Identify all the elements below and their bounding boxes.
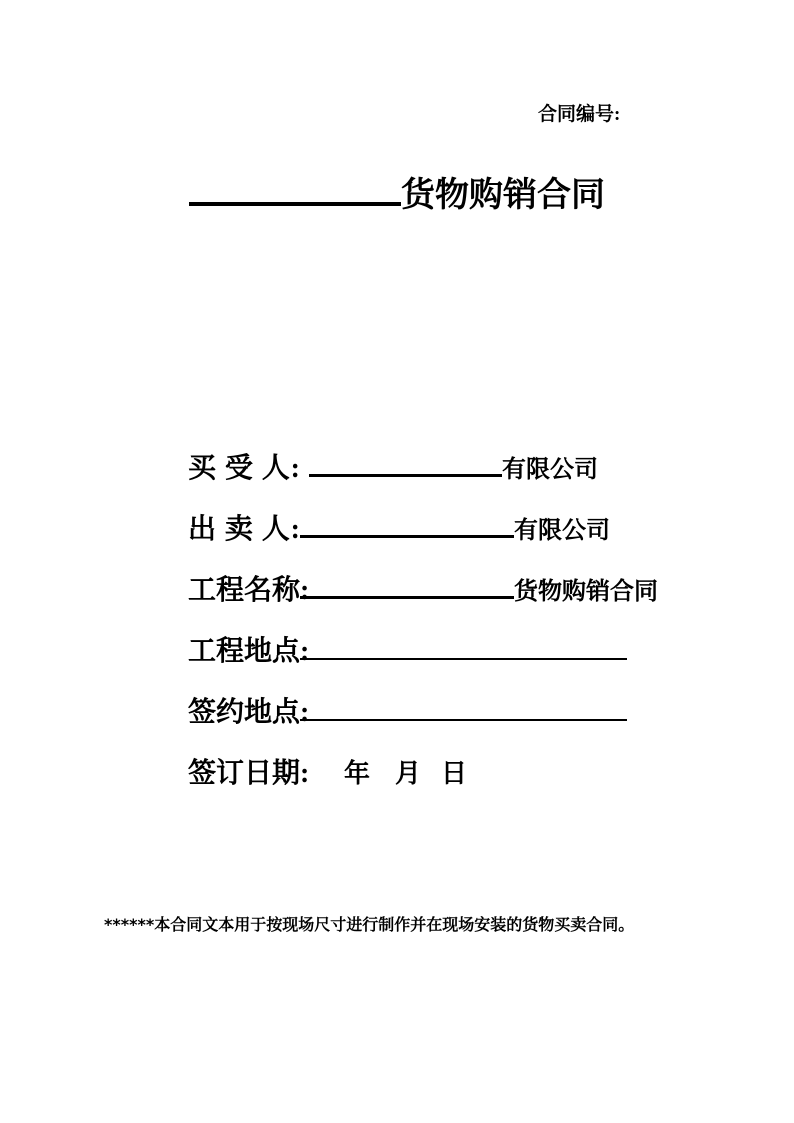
- footnote-text: ******本合同文本用于按现场尺寸进行制作并在现场安装的货物买卖合同。: [104, 915, 635, 934]
- seller-blank-line: [300, 525, 514, 538]
- signing-location-label: 签约地点:: [188, 697, 310, 728]
- date-year-label: 年: [344, 759, 371, 788]
- project-name-blank-line: [300, 586, 514, 599]
- fill-in-fields: [188, 438, 748, 804]
- project-location-blank-line: [300, 648, 627, 660]
- project-name-suffix: 货物购销合同: [514, 579, 658, 605]
- project-name-label: 工程名称:: [188, 575, 310, 606]
- signing-location-blank-line: [300, 709, 627, 721]
- document-title: [0, 170, 794, 222]
- project-location-label: 工程地点:: [188, 636, 310, 667]
- date-day-label: 日: [441, 759, 468, 788]
- document-title-text: 货物购销合同: [401, 177, 605, 214]
- contract-number-label: 合同编号:: [538, 104, 621, 125]
- buyer-suffix: 有限公司: [502, 457, 598, 483]
- buyer-label: 买 受 人:: [188, 453, 300, 484]
- title-blank-line: [189, 192, 401, 206]
- field-row-seller: [188, 499, 748, 560]
- date-month-label: 月: [395, 759, 422, 788]
- buyer-blank-line: [309, 464, 502, 477]
- signing-date-label: 签订日期:: [188, 758, 310, 789]
- seller-suffix: 有限公司: [514, 518, 610, 544]
- seller-label: 出 卖 人:: [188, 514, 300, 545]
- field-row-project-name: [188, 560, 748, 621]
- field-row-signing-date: [188, 743, 748, 804]
- field-row-buyer: [188, 438, 748, 499]
- field-row-signing-location: [188, 682, 748, 743]
- field-row-project-location: [188, 621, 748, 682]
